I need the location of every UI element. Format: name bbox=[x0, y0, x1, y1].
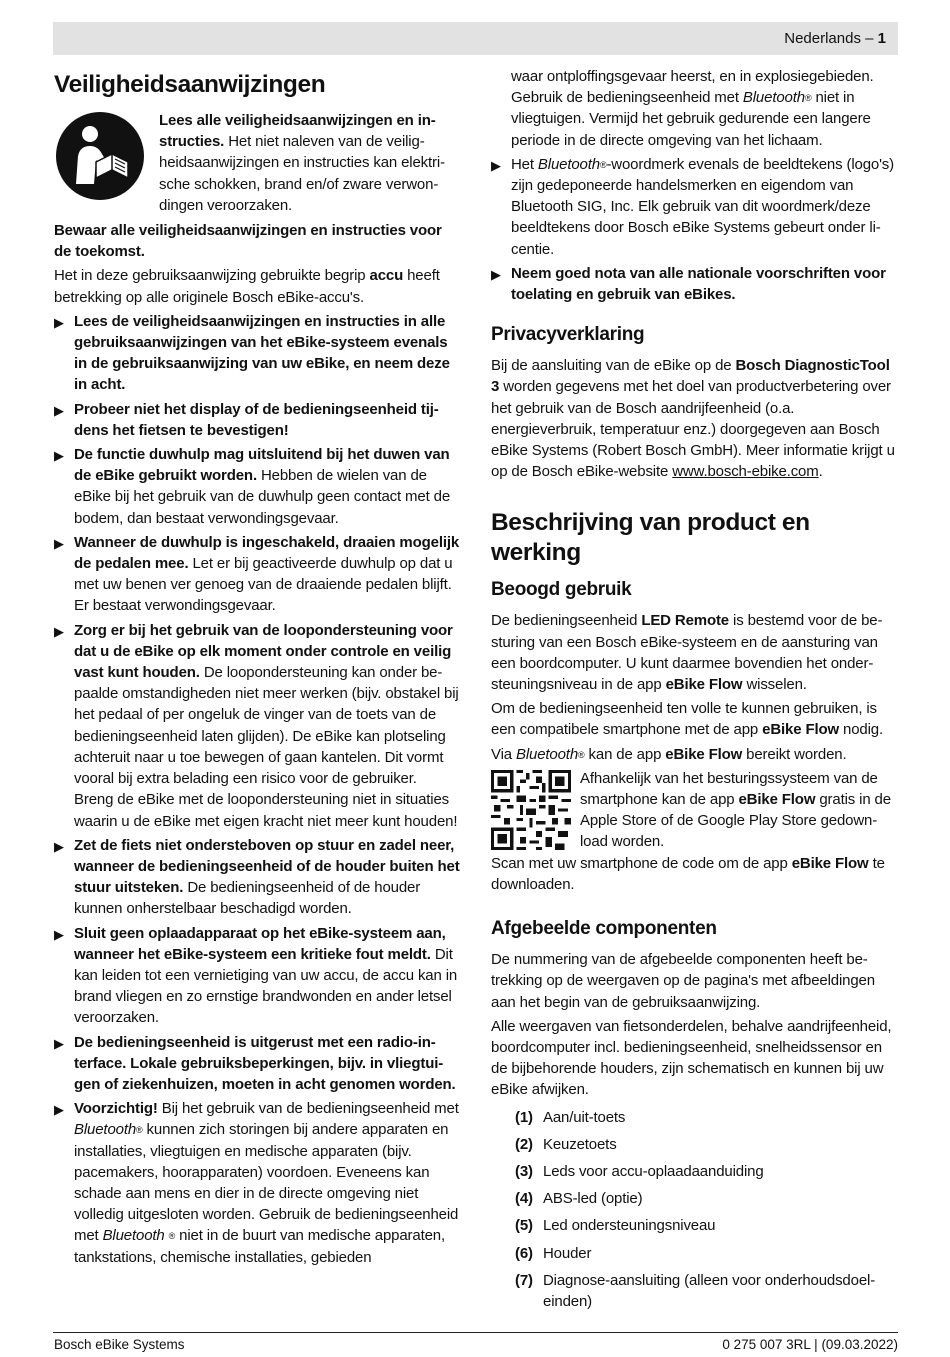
footer-document-id: 0 275 007 3RL | (09.03.2022) bbox=[722, 1337, 898, 1352]
triangle-bullet-icon: ▶ bbox=[491, 157, 501, 173]
component-list bbox=[515, 1107, 899, 1313]
bullet-continuation: waar ontploffingsgevaar heerst, en in explosiegebieden. Gebruik de bedieningseenheid met Bluetooth® niet in vliegtuigen. Vermijd het gebruik gedurende een langere periode in de directe omgeving van het lichaam. bbox=[511, 68, 874, 149]
use-text: De bedieningseenheid LED Remote is bestemd voor de besturing van een Bosch eBike-systeem en de aansturing van een boordcomputer. U kunt daarmee bovendien het ondersteuningsniveau in de app eBike Flow wisselen. bbox=[491, 612, 883, 694]
footer-company: Bosch eBike Systems bbox=[54, 1337, 185, 1352]
bullet-item: ▶ De functie duwhulp mag uitsluitend bij het duwen van de eBike gebruikt worden. Hebben de wielen van de eBike bij het gebruik van de duwhulp geen contact met de bodem, dan bestaat verwondingsgevaar. bbox=[54, 446, 451, 527]
list-item: (2) Keuzetoets bbox=[515, 1135, 617, 1153]
triangle-bullet-icon: ▶ bbox=[54, 926, 64, 942]
bullet-item: ▶ Wanneer de duwhulp is ingeschakeld, draaien mogelijk de pedalen mee. Let er bij geactiveerde duwhulp op dat u met uw benen ver genoeg van de draaiende pedalen blijft. Er bestaat verwondingsgevaar. bbox=[54, 533, 460, 615]
components-title: Afgebeelde componenten bbox=[491, 918, 717, 940]
product-title: Beschrijving van product en werking bbox=[491, 509, 810, 567]
list-item: (7) Diagnose-aansluiting (alleen voor onderhoudsdoeleinden) bbox=[515, 1271, 876, 1310]
scan-text: Scan met uw smartphone de code om de app eBike Flow te downloaden. bbox=[491, 854, 885, 893]
keep-instructions: Bewaar alle veiligheidsaanwijzingen en instructies voor de toekomst. bbox=[54, 222, 442, 261]
qr-block bbox=[491, 768, 899, 853]
privacy-title: Privacyverklaring bbox=[491, 324, 645, 346]
accu-note: Het in deze gebruiksaanwijzing gebruikte begrip accu heeft betrekking op alle originele Bosch eBike-accu's. bbox=[54, 267, 440, 306]
components-text-2: Alle weergaven van fietsonderdelen, behalve aandrijfeenheid, boordcomputer incl. bedieningseenheid, snelheidssensor en de bijbehorende houders, zijn schematisch en kunnen bij uw eBike afwijken. bbox=[491, 1017, 892, 1099]
bullet-item: ▶ Zet de fiets niet ondersteboven op stuur en zadel neer, wanneer de bedieningseenheid of de houder buiten het stuur uitsteken. De bedieningseenheid of de houder kunnen onherstelbaar beschadigd worden. bbox=[54, 836, 460, 918]
left-column bbox=[54, 66, 460, 1271]
triangle-bullet-icon: ▶ bbox=[54, 1035, 64, 1051]
bullet-item-voorzichtig: ▶ Voorzichtig! Bij het gebruik van de bedieningseenheid met Bluetooth® kunnen zich storingen bij andere apparaten en installaties, vliegtuigen en medische apparaten (bijv. pacemakers, hoorapparaten) voordoen. Eveneens kan schade aan mens en dier in de directe omgeving niet volledig uitgesloten worden. Gebruik de bedieningseenheid met Bluetooth ® niet in de buurt van medische apparaten, tankstations, chemische installaties, gebieden bbox=[54, 1100, 459, 1266]
triangle-bullet-icon: ▶ bbox=[54, 1102, 64, 1118]
privacy-text: Bij de aansluiting van de eBike op de Bosch DiagnosticTool 3 worden gegevens met het doel van productverbetering over het gebruik van de Bosch aandrijfeenheid (o.a. energieverbruik, temperatuur enz.) doorgegeven aan Bosch eBike Systems (Robert Bosch GmbH). Meer informatie krijgt u op de Bosch eBike-website www.bosch-ebike.com. bbox=[491, 357, 895, 481]
bullet-item: ▶ Lees de veiligheidsaanwijzingen en instructies in alle gebruiksaanwijzingen van het eBike-systeem evenals in de gebruiksaanwijzing van uw eBike, en neem deze in acht. bbox=[54, 312, 450, 394]
triangle-bullet-icon: ▶ bbox=[54, 838, 64, 854]
intro-text: Lees alle veiligheidsaanwijzingen en instructies. Het niet naleven van de veiligheidsaanwijzingen en instructies kan elektrische schokken, brand en/of zware verwondingen veroorzaken. bbox=[159, 112, 446, 214]
bullet-item: ▶ Zorg er bij het gebruik van de loopondersteuning voor dat u de eBike op elk moment onder controle en veilig vast kunt houden. De loopondersteuning kan onder bepaalde omstandigheden niet meer werken (bijv. obstakel bij het pedaal of per ongeluk de vinger van de toets van de bedieningseenheid laten glijden). De eBike kan plotseling achteruit naar u toe bewegen of gaan kantelen. Dit vormt vooral bij extra belading een risico voor de gebruiker. Breng de eBike met de loopondersteuning niet in situaties waarin u de eBike met eigen kracht niet meer kunt houden! bbox=[54, 621, 459, 830]
triangle-bullet-icon: ▶ bbox=[54, 314, 64, 330]
safety-title: Veiligheidsaanwijzingen bbox=[54, 71, 326, 98]
list-item: (3) Leds voor accu-oplaadaanduiding bbox=[515, 1162, 764, 1180]
triangle-bullet-icon: ▶ bbox=[54, 448, 64, 464]
list-item: (6) Houder bbox=[515, 1244, 592, 1262]
footer-divider bbox=[53, 1332, 898, 1333]
bullet-item: ▶ Probeer niet het display of de bedieningseenheid tijdens het fietsen te bevestigen! bbox=[54, 400, 439, 439]
header-page-label: Nederlands – 1 bbox=[784, 30, 886, 47]
bullet-item: ▶ De bedieningseenheid is uitgerust met een radio-interface. Lokale gebruiksbeperkingen, bijv. in vliegtuigen of ziekenhuizen, moeten in acht genomen worden. bbox=[54, 1033, 456, 1093]
triangle-bullet-icon: ▶ bbox=[54, 623, 64, 639]
triangle-bullet-icon: ▶ bbox=[54, 402, 64, 418]
page-header bbox=[53, 22, 898, 55]
qr-code-icon[interactable] bbox=[491, 770, 571, 850]
list-item: (1) Aan/uit-toets bbox=[515, 1108, 626, 1126]
page-number: 1 bbox=[877, 30, 886, 47]
bosch-ebike-link[interactable]: www.bosch-ebike.com bbox=[672, 463, 819, 481]
bullet-item: ▶ Neem goed nota van alle nationale voorschriften voor toelating en gebruik van eBikes. bbox=[491, 264, 886, 304]
full-use-text: Om de bedieningseenheid ten volle te kunnen gebruiken, is een compatibele smartphone met de app eBike Flow nodig. bbox=[491, 700, 884, 739]
components-text-1: De nummering van de afgebeelde componenten heeft betrekking op de weergaven op de pagina's met afbeeldingen aan het begin van de gebruiksaanwijzing. bbox=[491, 951, 875, 1011]
qr-text: Afhankelijk van het besturingssysteem van de smartphone kan de app eBike Flow gratis in de Apple Store of de Google Play Store gedownload worden. bbox=[580, 769, 891, 851]
right-column bbox=[491, 66, 899, 1318]
triangle-bullet-icon: ▶ bbox=[54, 535, 64, 551]
list-item: (5) Led ondersteuningsniveau bbox=[515, 1217, 716, 1235]
bullet-item: ▶ Het Bluetooth®-woordmerk evenals de beeldtekens (logo's) zijn gedeponeerde handelsmerken en eigendom van Bluetooth SIG, Inc. Elk gebruik van dit woordmerk/deze beeldtekens door Bosch eBike Systems gebeurt onder licentie. bbox=[491, 155, 895, 258]
via-text: Via Bluetooth® kan de app eBike Flow bereikt worden. bbox=[491, 745, 847, 763]
bullet-item: ▶ Sluit geen oplaadapparaat op het eBike-systeem aan, wanneer het eBike-systeem een kritieke fout meldt. Dit kan leiden tot een vernietiging van uw accu, de accu kan in brand vliegen en zo ernstige brandwonden en ander letsel veroorzaken. bbox=[54, 924, 458, 1027]
triangle-bullet-icon: ▶ bbox=[491, 266, 501, 282]
read-manual-icon bbox=[56, 112, 144, 200]
list-item: (4) ABS-led (optie) bbox=[515, 1190, 643, 1208]
intro-block bbox=[54, 110, 460, 216]
use-title: Beoogd gebruik bbox=[491, 579, 632, 601]
